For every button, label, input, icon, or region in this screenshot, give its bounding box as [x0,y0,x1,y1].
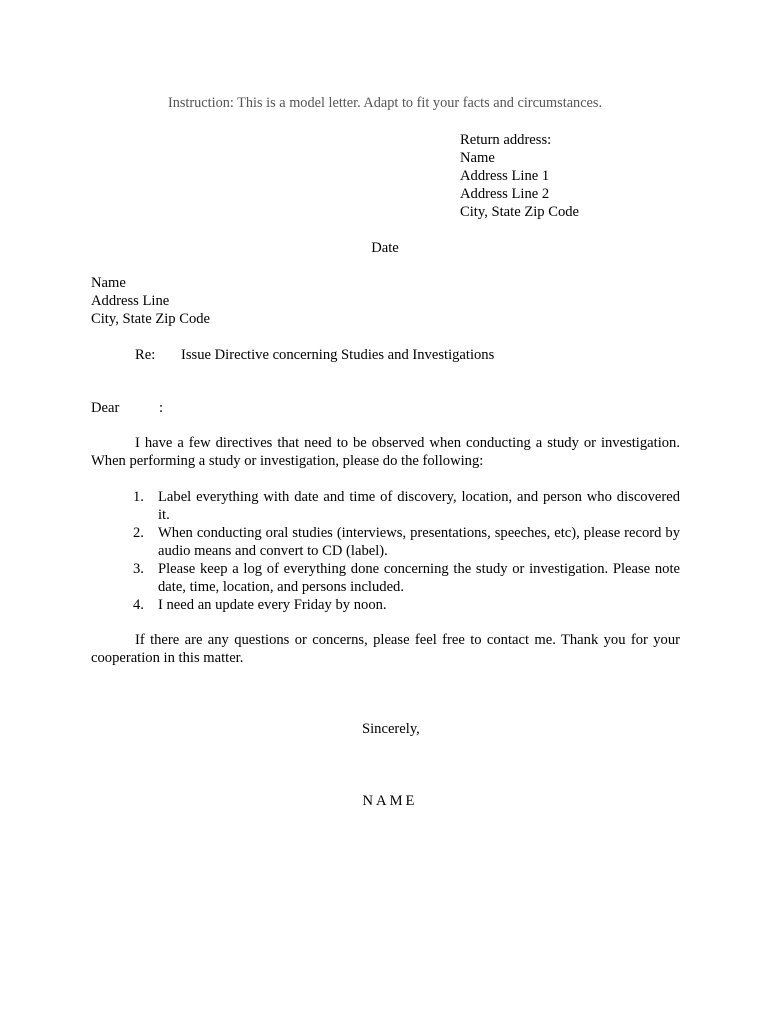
list-item-line: date, time, location, and persons included. [158,579,404,595]
return-address-line-2: Address Line 2 [460,186,550,202]
return-address-label: Return address: [460,132,552,148]
list-item-line: audio means and convert to CD (label). [158,543,388,559]
return-address-city: City, State Zip Code [460,204,580,220]
list-item-line: I need an update every Friday by noon. [158,597,387,613]
list-item [133,596,680,614]
list-item-number: 2. [133,525,144,541]
return-address-line-1: Address Line 1 [460,168,550,184]
letter-date: Date [371,240,399,256]
list-item-line: Please keep a log of everything done concerning the study or investigation. Please note [158,561,680,577]
recipient-name: Name [91,275,126,291]
list-item [133,488,680,524]
recipient-city: City, State Zip Code [91,311,211,327]
signature-name: NAME [362,793,418,809]
list-item-number: 3. [133,561,144,577]
re-subject: Issue Directive concerning Studies and Investigations [181,347,495,363]
closing-line-1: If there are any questions or concerns, please feel free to contact me. Thank you for your [135,632,680,648]
intro-line-2: When performing a study or investigation, please do the following: [91,453,484,469]
salutation-colon: : [159,400,164,416]
re-label: Re: [135,347,156,363]
directives-list [133,488,680,614]
list-item-number: 4. [133,597,144,613]
return-address-name: Name [460,150,495,166]
salutation: Dear [91,400,120,416]
list-item-line: it. [158,507,170,523]
closing-line-2: cooperation in this matter. [91,650,244,666]
list-item-line: Label everything with date and time of discovery, location, and person who discovered [158,489,680,505]
list-item-line: When conducting oral studies (interviews, presentations, speeches, etc), please record by [158,525,680,541]
intro-paragraph [91,434,680,470]
complimentary-close: Sincerely, [362,721,420,737]
list-item [133,524,680,560]
list-item-number: 1. [133,489,144,505]
recipient-address-block [91,274,210,328]
intro-line-1: I have a few directives that need to be observed when conducting a study or investigation. [135,435,680,451]
instruction-note: Instruction: This is a model letter. Adapt to fit your facts and circumstances. [167,95,603,111]
recipient-address-line: Address Line [91,293,170,309]
closing-paragraph [91,631,680,667]
list-item [133,560,680,596]
return-address-block [460,131,579,221]
